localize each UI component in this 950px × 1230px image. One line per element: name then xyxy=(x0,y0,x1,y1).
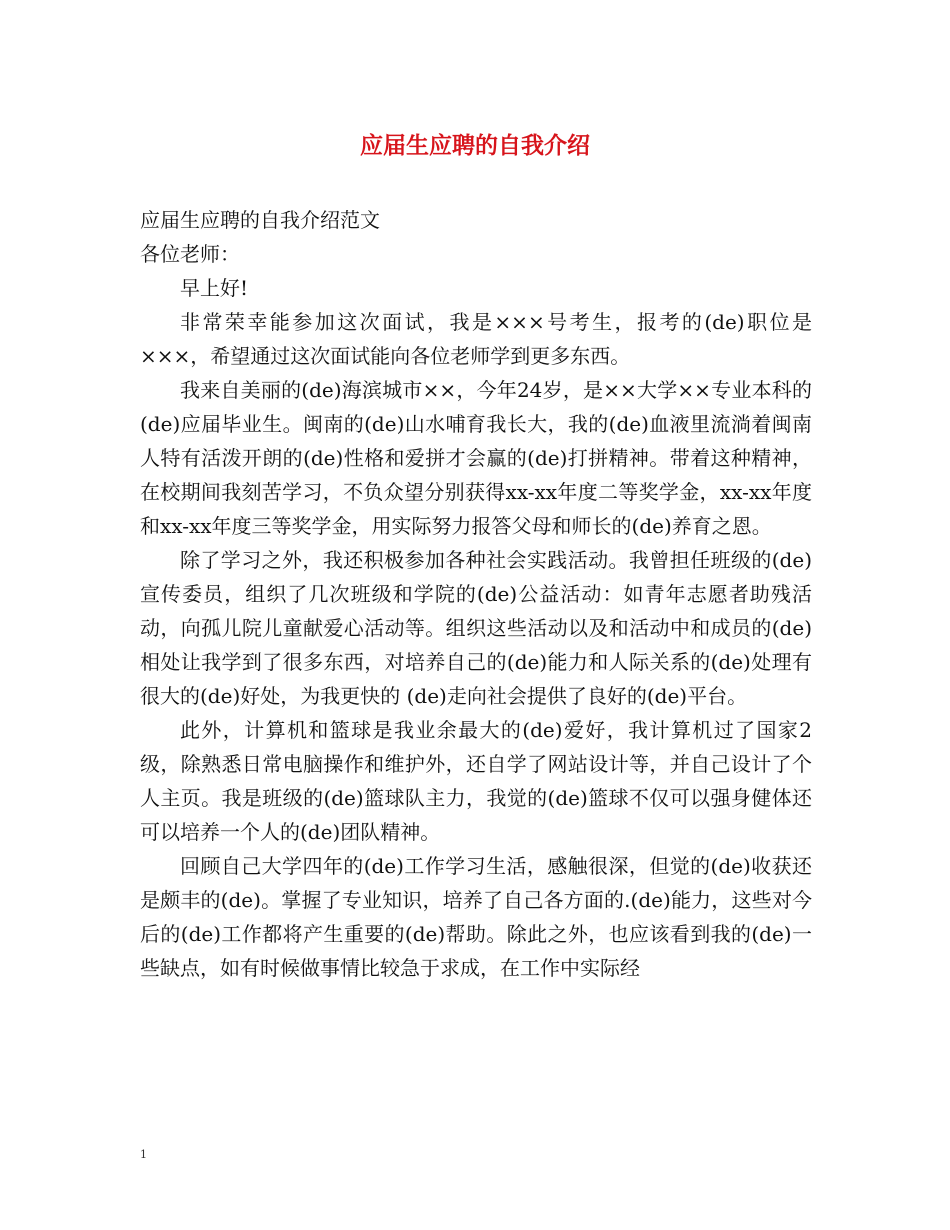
paragraph-greeting: 早上好! xyxy=(180,276,249,300)
paragraph-hobbies: 此外，计算机和篮球是我业余最大的(de)爱好，我计算机过了国家2级，除熟悉日常电脑操作和维护外，还自学了网站设计等，并自己设计了个人主页。我是班级的(de)篮球队主力，我觉的(de)篮球不仅可以强身健体还可以培养一个人的(de)团队精神。 xyxy=(140,718,812,844)
document-title: 应届生应聘的自我介绍 xyxy=(360,133,590,159)
page-number: 1 xyxy=(140,1148,147,1161)
document-subtitle: 应届生应聘的自我介绍范文 xyxy=(140,208,380,232)
paragraph-reflection: 回顾自己大学四年的(de)工作学习生活，感触很深，但觉的(de)收获还是颇丰的(de)。掌握了专业知识，培养了自己各方面的.(de)能力，这些对今后的(de)工作都将产生重要的(de)帮助。除此之外，也应该看到我的(de)一些缺点，如有时候做事情比较急于求成，在工作中实际经 xyxy=(140,854,812,980)
salutation: 各位老师： xyxy=(140,242,240,266)
paragraph-intro: 非常荣幸能参加这次面试，我是×××号考生，报考的(de)职位是×××，希望通过这次面试能向各位老师学到更多东西。 xyxy=(140,310,812,368)
paragraph-activities: 除了学习之外，我还积极参加各种社会实践活动。我曾担任班级的(de)宣传委员，组织了几次班级和学院的(de)公益活动：如青年志愿者助残活动，向孤儿院儿童献爱心活动等。组织这些活动以及和活动中和成员的(de)相处让我学到了很多东西，对培养自己的(de)能力和人际关系的(de)处理有很大的(de)好处，为我更快的 (de)走向社会提供了良好的(de)平台。 xyxy=(140,548,812,708)
document-body xyxy=(140,203,812,985)
paragraph-background: 我来自美丽的(de)海滨城市××，今年24岁，是××大学××专业本科的(de)应届毕业生。闽南的(de)山水哺育我长大，我的(de)血液里流淌着闽南人特有活泼开朗的(de)性格和爱拼才会赢的(de)打拼精神。带着这种精神，在校期间我刻苦学习，不负众望分别获得xx-xx年度二等奖学金，xx-xx年度和xx-xx年度三等奖学金，用实际努力报答父母和师长的(de)养育之恩。 xyxy=(140,378,812,538)
